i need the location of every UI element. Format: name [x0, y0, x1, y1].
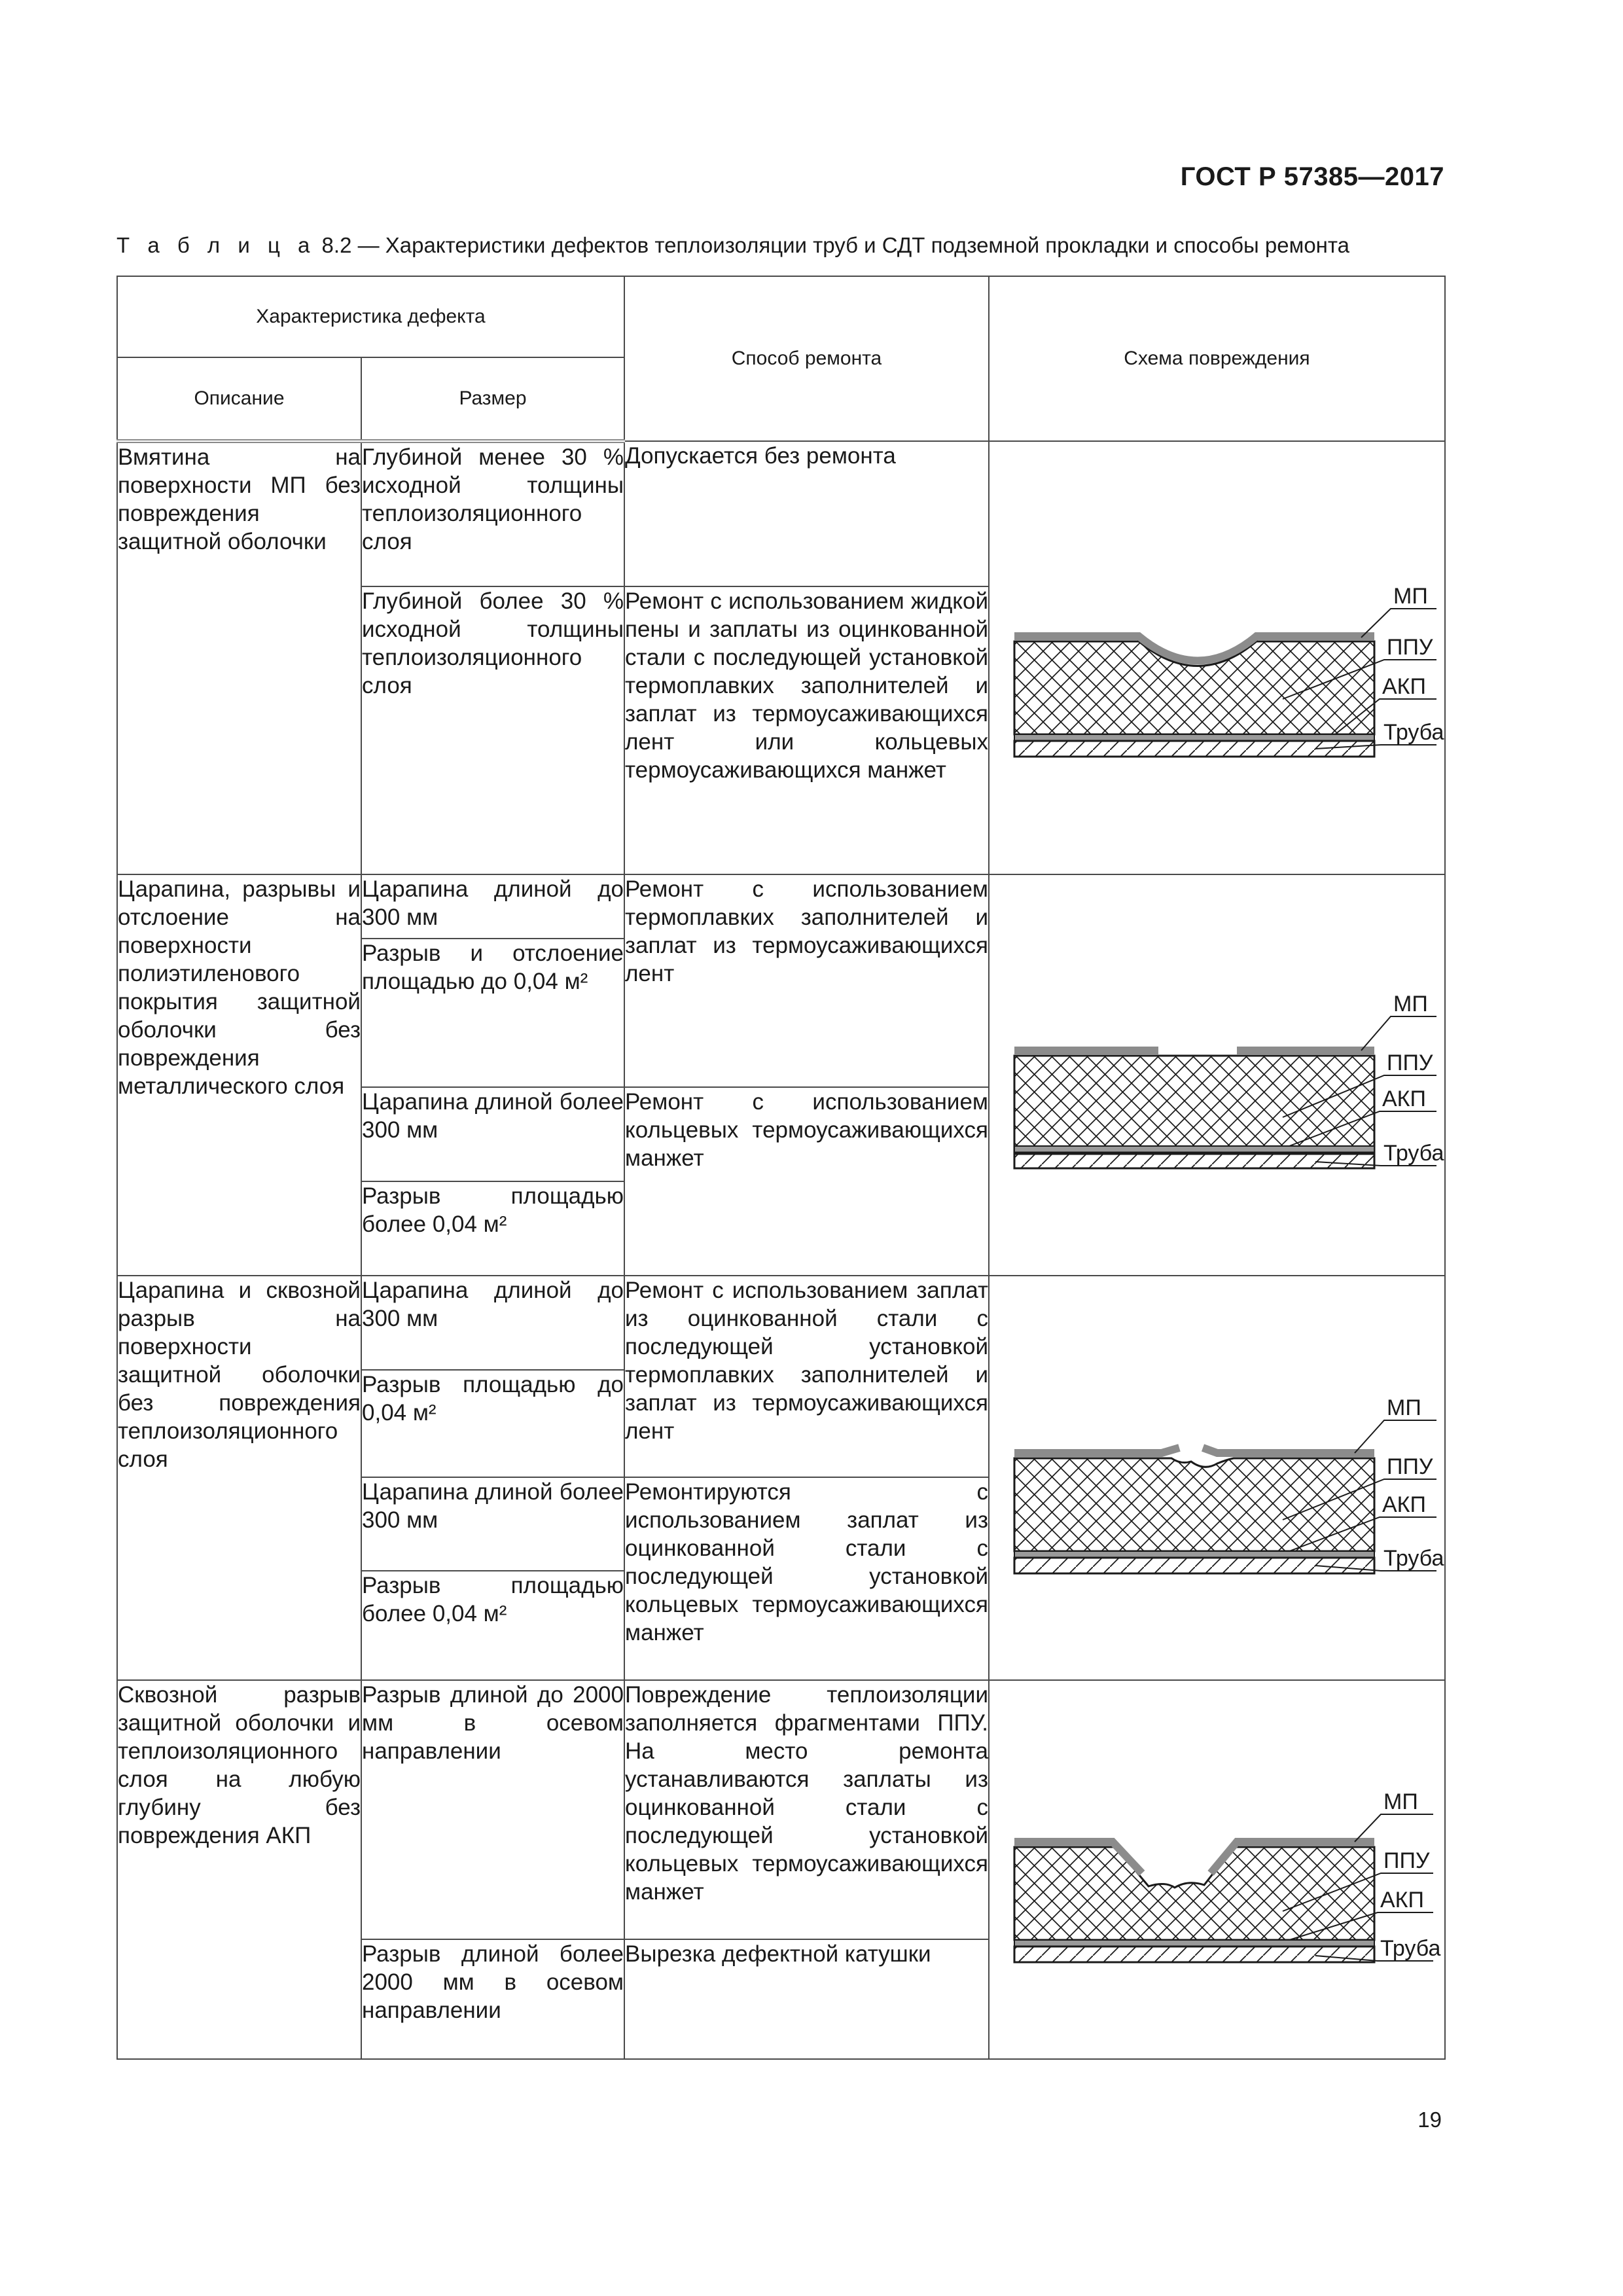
label-ppu: ППУ [1386, 1454, 1433, 1479]
header-defect-characteristic: Характеристика дефекта [117, 276, 624, 357]
damage-scheme [989, 441, 1445, 874]
defect-description: Вмятина на поверхности МП без повреждения защитной оболочки [117, 441, 361, 874]
defect-size: Царапина длиной до 300 мм [361, 1276, 624, 1370]
defect-size: Глубиной менее 30 % исходной толщины теплоизоляционного слоя [361, 441, 624, 586]
header-description: Описание [117, 357, 361, 441]
label-akp: АКП [1382, 674, 1426, 699]
label-mp: МП [1393, 584, 1428, 609]
repair-method: Ремонт с использованием заплат из оцинкованной стали с последующей установкой термоплавких заполнителей и заплат из термоусаживающихся лент [624, 1276, 989, 1477]
damage-scheme [989, 1680, 1445, 2059]
label-pipe: Труба [1383, 1546, 1444, 1571]
label-mp: МП [1393, 991, 1428, 1016]
damage-scheme [989, 874, 1445, 1276]
caption-prefix: Т а б л и ц а [116, 233, 316, 257]
table-row [117, 1276, 1445, 1370]
defect-description: Царапина и сквозной разрыв на поверхности защитной оболочки без повреждения теплоизоляционного слоя [117, 1276, 361, 1680]
table-row [117, 874, 1445, 939]
label-pipe: Труба [1383, 1140, 1444, 1166]
caption-text: 8.2 — Характеристики дефектов теплоизоляции труб и СДТ подземной прокладки и способы ремонта [315, 233, 1349, 257]
page-number: 19 [1418, 2108, 1442, 2132]
defect-size: Разрыв и отслоение площадью до 0,04 м² [361, 939, 624, 1087]
defect-size: Царапина длиной до 300 мм [361, 874, 624, 939]
scheme-dent [1008, 563, 1444, 753]
label-akp: АКП [1382, 1492, 1426, 1517]
defect-size: Разрыв длиной до 2000 мм в осевом направлении [361, 1680, 624, 1939]
document-code: ГОСТ Р 57385—2017 [1180, 162, 1444, 191]
defects-table [116, 276, 1446, 2060]
defect-description: Царапина, разрывы и отслоение на поверхности полиэтиленового покрытия защитной оболочки без повреждения металлического слоя [117, 874, 361, 1276]
label-pipe: Труба [1380, 1935, 1440, 1961]
defect-size: Разрыв длиной более 2000 мм в осевом направлении [361, 1939, 624, 2059]
defect-size: Глубиной более 30 % исходной толщины теплоизоляционного слоя [361, 586, 624, 874]
label-akp: АКП [1382, 1086, 1426, 1111]
table-caption [116, 233, 1349, 258]
scheme-deep-tear [1008, 1768, 1440, 1971]
label-akp: АКП [1380, 1887, 1424, 1912]
header-size: Размер [361, 357, 624, 441]
header-repair-method: Способ ремонта [624, 276, 989, 441]
repair-method: Вырезка дефектной катушки [624, 1939, 989, 2059]
repair-method: Ремонтируются с использованием заплат из оцинкованной стали с последующей установкой кольцевых термоусаживающихся манжет [624, 1477, 989, 1680]
label-pipe: Труба [1383, 720, 1444, 745]
defect-size: Разрыв площадью более 0,04 м² [361, 1181, 624, 1276]
label-ppu: ППУ [1386, 635, 1433, 660]
scheme-scratch [1008, 977, 1444, 1174]
damage-scheme [989, 1276, 1445, 1680]
repair-method: Повреждение теплоизоляции заполняется фрагментами ППУ. На место ремонта устанавливаются заплаты из оцинкованной стали с последующей установкой кольцевых термоусаживающихся манжет [624, 1680, 989, 1939]
table-row [117, 1680, 1445, 1939]
defect-size: Царапина длиной более 300 мм [361, 1087, 624, 1181]
label-ppu: ППУ [1386, 1050, 1433, 1075]
header-damage-scheme: Схема повреждения [989, 276, 1445, 441]
defect-description: Сквозной разрыв защитной оболочки и теплоизоляционного слоя на любую глубину без повреждения АКП [117, 1680, 361, 2059]
defect-size: Разрыв площадью до 0,04 м² [361, 1370, 624, 1477]
repair-method: Ремонт с использованием термоплавких заполнителей и заплат из термоусаживающихся лент [624, 874, 989, 1087]
defect-size: Разрыв площадью более 0,04 м² [361, 1571, 624, 1680]
scheme-through-tear [1008, 1380, 1444, 1576]
repair-method: Ремонт с использованием кольцевых термоусаживающихся манжет [624, 1087, 989, 1276]
repair-method: Ремонт с использованием жидкой пены и заплаты из оцинкованной стали с последующей установкой термоплавких заполнителей и заплат из термоусаживающихся лент или кольцевых термоусаживающихся манжет [624, 586, 989, 874]
label-ppu: ППУ [1383, 1848, 1429, 1873]
defect-size: Царапина длиной более 300 мм [361, 1477, 624, 1571]
table-row [117, 441, 1445, 586]
label-mp: МП [1383, 1789, 1418, 1814]
repair-method: Допускается без ремонта [624, 441, 989, 586]
label-mp: МП [1386, 1395, 1421, 1420]
